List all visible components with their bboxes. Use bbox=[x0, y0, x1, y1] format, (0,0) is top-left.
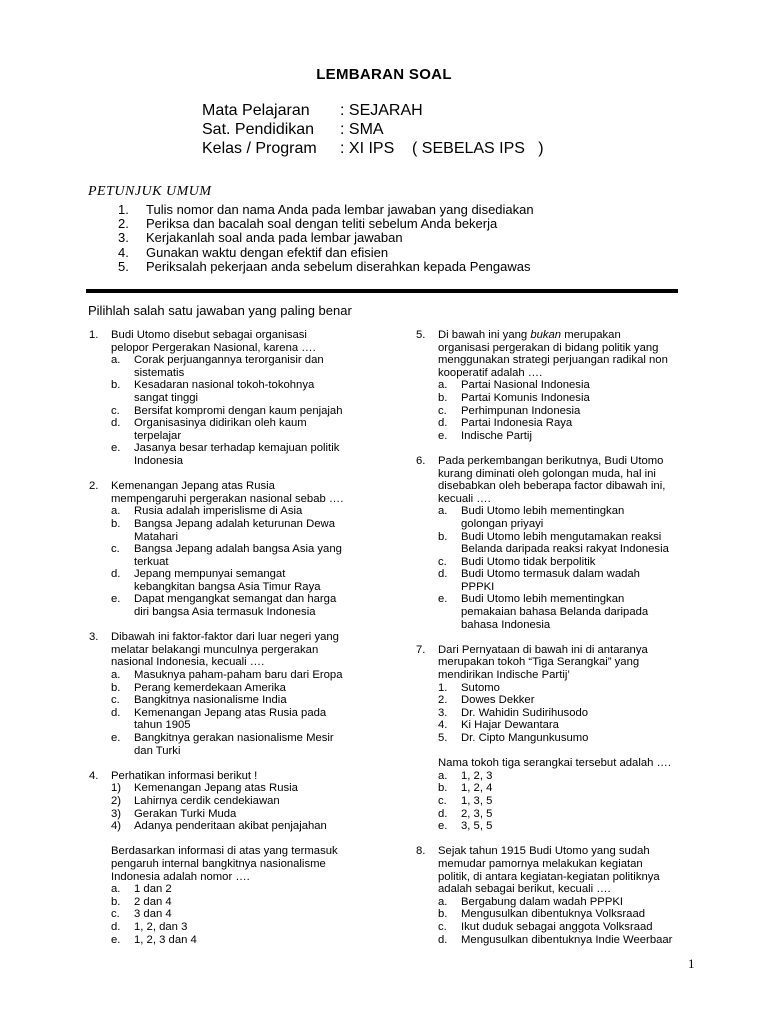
option-text: Indische Partij bbox=[461, 429, 532, 442]
option-text: 1 dan 2 bbox=[134, 883, 172, 896]
option bbox=[111, 921, 389, 934]
question-body bbox=[438, 329, 706, 442]
question-1 bbox=[89, 329, 389, 468]
question-text bbox=[438, 329, 706, 379]
figure-item bbox=[438, 682, 706, 695]
option bbox=[111, 669, 389, 682]
figure-item bbox=[438, 719, 706, 732]
option bbox=[438, 392, 706, 405]
option bbox=[438, 808, 706, 821]
question-3 bbox=[89, 631, 389, 757]
question-body bbox=[438, 644, 706, 833]
question-4 bbox=[89, 770, 389, 946]
figure-name: Sutomo bbox=[461, 681, 500, 694]
option-text: Bangsa Jepang adalah keturunan Dewa Matahari bbox=[134, 517, 335, 543]
option bbox=[111, 379, 389, 404]
option-text: Kesadaran nasional tokoh-tokohnya sangat tinggi bbox=[134, 379, 315, 404]
option-text: Bergabung dalam wadah PPPKI bbox=[461, 895, 624, 908]
option bbox=[111, 732, 389, 757]
question-number: 8. bbox=[416, 845, 426, 858]
question-followup: Berdasarkan informasi di atas yang termasuk pengaruh internal bangkitnya nasionalisme Indonesia adalah nomor …. bbox=[111, 845, 338, 883]
question-number: 7. bbox=[416, 643, 426, 656]
question-text: Dibawah ini faktor-faktor dari luar negeri yang melatar belakangi munculnya pergerakan nasional Indonesia, kecuali …. bbox=[111, 631, 339, 669]
option bbox=[111, 883, 389, 896]
info-text: Kemenangan Jepang atas Rusia bbox=[134, 782, 298, 795]
option-letter: d. bbox=[438, 933, 448, 946]
school-level-value: : SMA bbox=[340, 121, 384, 138]
option-letter: b. bbox=[111, 895, 121, 908]
option-text: Budi Utomo lebih mementingkan golongan priyayi bbox=[461, 505, 625, 530]
instruction-text: Tulis nomor dan nama Anda pada lembar jawaban yang disediakan bbox=[146, 202, 534, 217]
option-text: 1, 2, dan 3 bbox=[134, 920, 188, 933]
option-letter: e. bbox=[111, 933, 121, 946]
question-text-start: Di bawah ini yang bbox=[438, 329, 531, 341]
question-5 bbox=[416, 329, 706, 442]
option-text: Budi Utomo lebih mengutamakan reaksi Belanda daripada reaksi rakyat Indonesia bbox=[461, 530, 669, 556]
option-letter: e. bbox=[111, 732, 121, 744]
subject-info bbox=[202, 101, 544, 158]
question-body bbox=[438, 845, 706, 946]
option-letter: b. bbox=[111, 681, 121, 694]
option-text: Partai Komunis Indonesia bbox=[461, 391, 590, 404]
option bbox=[111, 543, 389, 568]
option-letter: a. bbox=[438, 379, 448, 392]
option-text: Jepang mempunyai semangat kebangkitan bangsa Asia Timur Raya bbox=[134, 568, 321, 593]
multiple-choice-instruction: Pilihlah salah satu jawaban yang paling benar bbox=[88, 303, 352, 318]
option bbox=[111, 442, 389, 467]
subject-value: : SEJARAH bbox=[340, 102, 423, 119]
option-text: 1, 3, 5 bbox=[461, 794, 493, 807]
option-letter: a. bbox=[111, 505, 121, 518]
option bbox=[111, 354, 389, 379]
page-number: 1 bbox=[688, 956, 695, 971]
instruction-number: 3. bbox=[118, 230, 129, 246]
question-body bbox=[111, 631, 389, 757]
option bbox=[438, 593, 706, 631]
option-letter: d. bbox=[438, 417, 448, 430]
option-text: 2, 3, 5 bbox=[461, 807, 493, 820]
option-text: Jasanya besar terhadap kemajuan politik Indonesia bbox=[134, 442, 340, 467]
option-letter: c. bbox=[438, 920, 447, 933]
option bbox=[111, 593, 389, 618]
option bbox=[438, 820, 706, 833]
school-level-label: Sat. Pendidikan bbox=[202, 121, 315, 138]
question-text: Kemenangan Jepang atas Rusia mempengaruhi pergerakan nasional sebab …. bbox=[111, 480, 344, 505]
question-body bbox=[111, 770, 389, 946]
figure-name: Dr. Wahidin Sudirihusodo bbox=[461, 706, 589, 719]
info-item bbox=[111, 782, 389, 795]
option-text: Kemenangan Jepang atas Rusia pada tahun 1905 bbox=[134, 706, 327, 732]
option bbox=[438, 531, 706, 556]
instruction-item bbox=[118, 217, 534, 231]
option-letter: b. bbox=[438, 530, 448, 543]
option-text: Dapat mengangkat semangat dan harga diri bangsa Asia termasuk Indonesia bbox=[134, 593, 337, 619]
question-number: 6. bbox=[416, 454, 426, 467]
subject-row bbox=[202, 101, 544, 120]
figure-number: 3. bbox=[438, 706, 448, 719]
option-letter: b. bbox=[111, 379, 121, 392]
option bbox=[111, 417, 389, 442]
info-number: 1) bbox=[111, 782, 122, 795]
option-text: 1, 2, 3 dan 4 bbox=[134, 933, 197, 946]
option-letter: a. bbox=[438, 769, 448, 782]
question-8 bbox=[416, 845, 706, 946]
info-text: Lahirnya cerdik cendekiawan bbox=[134, 794, 280, 807]
option bbox=[438, 430, 706, 443]
option bbox=[438, 379, 706, 392]
option-letter: c. bbox=[111, 908, 120, 921]
option-letter: c. bbox=[438, 794, 447, 807]
question-text: Sejak tahun 1915 Budi Utomo yang sudah memudar pamornya melakukan kegiatan politik, di antara kegiatan-kegiatan politiknya adalah sebagai berikut, kecuali …. bbox=[438, 845, 660, 896]
question-number: 2. bbox=[89, 480, 99, 493]
option bbox=[111, 896, 389, 909]
info-number: 3) bbox=[111, 807, 122, 820]
figure-number: 4. bbox=[438, 719, 448, 732]
questions-left-column bbox=[89, 329, 389, 959]
question-keyword: bukan bbox=[530, 329, 562, 341]
figure-number: 5. bbox=[438, 732, 448, 744]
option bbox=[111, 405, 389, 418]
class-program-row bbox=[202, 139, 544, 158]
question-7 bbox=[416, 644, 706, 833]
option-letter: d. bbox=[438, 568, 448, 581]
option bbox=[438, 568, 706, 593]
instruction-item bbox=[118, 231, 534, 245]
option-letter: a. bbox=[111, 354, 121, 367]
option-text: Masuknya paham-paham baru dari Eropa bbox=[134, 669, 343, 682]
section-divider bbox=[86, 289, 678, 293]
figure-number: 2. bbox=[438, 694, 448, 707]
instruction-item bbox=[118, 260, 534, 274]
question-text: Pada perkembangan berikutnya, Budi Utomo kurang diminati oleh golongan muda, hal ini disebabkan oleh beberapa factor dibawah ini, kecuali …. bbox=[438, 454, 666, 505]
instruction-item bbox=[118, 246, 534, 260]
option-text: Budi Utomo lebih mementingkan pemakaian bahasa Belanda daripada bahasa Indonesia bbox=[461, 593, 649, 631]
option-letter: b. bbox=[111, 517, 121, 530]
info-number: 2) bbox=[111, 794, 122, 807]
option bbox=[111, 934, 389, 947]
question-2 bbox=[89, 480, 389, 619]
question-body bbox=[438, 455, 706, 631]
option-letter: e. bbox=[438, 429, 448, 442]
info-item bbox=[111, 795, 389, 808]
figure-number: 1. bbox=[438, 681, 448, 694]
instruction-text: Kerjakanlah soal anda pada lembar jawaban bbox=[146, 230, 403, 246]
option-letter: d. bbox=[111, 568, 121, 581]
instruction-text: Periksalah pekerjaan anda sebelum diserahkan kepada Pengawas bbox=[146, 258, 531, 274]
question-text: Dari Pernyataan di bawah ini di antaranya merupakan tokoh “Tiga Serangkai” yang mendirikan Indische Partij’ bbox=[438, 643, 648, 682]
instruction-text: Periksa dan bacalah soal dengan teliti sebelum Anda bekerja bbox=[146, 216, 498, 232]
subject-label: Mata Pelajaran bbox=[202, 102, 310, 119]
question-text: Budi Utomo disebut sebagai organisasi pelopor Pergerakan Nasional, karena …. bbox=[111, 329, 316, 354]
general-instructions-list bbox=[118, 203, 534, 274]
option-letter: e. bbox=[111, 442, 121, 455]
option bbox=[438, 896, 706, 909]
option-letter: b. bbox=[438, 908, 448, 921]
option-letter: b. bbox=[438, 391, 448, 404]
instruction-number: 1. bbox=[118, 202, 129, 217]
option-letter: c. bbox=[111, 694, 120, 707]
option bbox=[438, 921, 706, 934]
option-text: Budi Utomo termasuk dalam wadah PPPKI bbox=[461, 568, 640, 593]
option bbox=[111, 908, 389, 921]
option-letter: a. bbox=[111, 669, 121, 682]
option-letter: d. bbox=[111, 706, 121, 719]
option-text: Perhimpunan Indonesia bbox=[461, 404, 581, 417]
option bbox=[438, 770, 706, 783]
question-text-end: merupakan organisasi pergerakan di bidang politik yang menggunakan strategi perjuangan radikal non kooperatif adalah …. bbox=[438, 329, 668, 379]
option-text: Ikut duduk sebagai anggota Volksraad bbox=[461, 920, 653, 933]
question-text: Perhatikan informasi berikut ! bbox=[111, 769, 258, 782]
instruction-text: Gunakan waktu dengan efektif dan efisien bbox=[146, 244, 389, 260]
option-text: Corak perjuangannya terorganisir dan sistematis bbox=[134, 354, 324, 379]
option bbox=[111, 568, 389, 593]
school-level-row bbox=[202, 120, 544, 139]
question-number: 1. bbox=[89, 329, 99, 341]
class-program-value: : XI IPS ( SEBELAS IPS ) bbox=[340, 140, 544, 157]
option bbox=[111, 694, 389, 707]
option bbox=[111, 707, 389, 732]
figure-item bbox=[438, 732, 706, 745]
figure-name: Dowes Dekker bbox=[461, 694, 535, 707]
option-text: Bangsa Jepang adalah bangsa Asia yang terkuat bbox=[134, 543, 342, 568]
option-letter: e. bbox=[111, 593, 121, 606]
option bbox=[438, 505, 706, 530]
info-item bbox=[111, 820, 389, 833]
option-text: Perang kemerdekaan Amerika bbox=[134, 681, 286, 694]
option-letter: c. bbox=[438, 555, 447, 568]
class-program-label: Kelas / Program bbox=[202, 140, 317, 157]
option-letter: e. bbox=[438, 593, 448, 606]
instruction-number: 2. bbox=[118, 216, 129, 232]
info-number: 4) bbox=[111, 820, 122, 833]
option bbox=[438, 405, 706, 418]
option-text: Mengusulkan dibentuknya Indie Weerbaar bbox=[461, 933, 673, 946]
info-text: Gerakan Turki Muda bbox=[134, 807, 237, 820]
instruction-item bbox=[118, 203, 534, 217]
option-text: Bangkitnya gerakan nasionalisme Mesir dan Turki bbox=[134, 732, 334, 757]
question-6 bbox=[416, 455, 706, 631]
option-text: 1, 2, 3 bbox=[461, 769, 493, 782]
option-text: Partai Indonesia Raya bbox=[461, 417, 573, 430]
page-title: LEMBARAN SOAL bbox=[316, 66, 452, 83]
info-text: Adanya penderitaan akibat penjajahan bbox=[134, 820, 327, 833]
question-body bbox=[111, 480, 389, 619]
option bbox=[111, 518, 389, 543]
option-text: Budi Utomo tidak berpolitik bbox=[461, 555, 596, 568]
option-text: Bersifat kompromi dengan kaum penjajah bbox=[134, 404, 343, 417]
figure-name: Ki Hajar Dewantara bbox=[461, 719, 559, 732]
option-letter: a. bbox=[438, 895, 448, 908]
option bbox=[438, 782, 706, 795]
option bbox=[438, 417, 706, 430]
instruction-number: 5. bbox=[118, 258, 129, 274]
option bbox=[438, 908, 706, 921]
question-number: 3. bbox=[89, 631, 99, 644]
question-number: 5. bbox=[416, 329, 426, 341]
option-letter: c. bbox=[111, 543, 120, 556]
option-text: Rusia adalah imperislisme di Asia bbox=[134, 505, 303, 518]
option-text: 3 dan 4 bbox=[134, 908, 172, 921]
figure-name: Dr. Cipto Mangunkusumo bbox=[461, 732, 589, 744]
question-number: 4. bbox=[89, 769, 99, 782]
general-instructions-title: PETUNJUK UMUM bbox=[88, 184, 212, 199]
option-letter: c. bbox=[111, 404, 120, 417]
questions-right-column bbox=[416, 329, 706, 959]
option bbox=[438, 556, 706, 569]
option-text: 1, 2, 4 bbox=[461, 782, 493, 795]
instruction-number: 4. bbox=[118, 244, 129, 260]
option-letter: c. bbox=[438, 404, 447, 417]
option bbox=[111, 682, 389, 695]
option-text: Mengusulkan dibentuknya Volksraad bbox=[461, 908, 646, 921]
question-followup: Nama tokoh tiga serangkai tersebut adalah …. bbox=[438, 757, 671, 770]
figure-item bbox=[438, 707, 706, 720]
option bbox=[111, 505, 389, 518]
option-letter: b. bbox=[438, 782, 448, 795]
option-text: Partai Nasional Indonesia bbox=[461, 379, 590, 392]
question-body bbox=[111, 329, 389, 468]
option-letter: e. bbox=[438, 820, 448, 833]
option-letter: d. bbox=[438, 807, 448, 820]
option-letter: d. bbox=[111, 417, 121, 430]
option-text: 2 dan 4 bbox=[134, 895, 172, 908]
option-text: Bangkitnya nasionalisme India bbox=[134, 694, 287, 707]
option-letter: a. bbox=[438, 505, 448, 518]
option-text: Organisasinya didirikan oleh kaum terpelajar bbox=[134, 417, 307, 442]
option-letter: a. bbox=[111, 883, 121, 896]
option bbox=[438, 795, 706, 808]
info-item bbox=[111, 808, 389, 821]
option bbox=[438, 934, 706, 947]
option-text: 3, 5, 5 bbox=[461, 820, 493, 833]
option-letter: d. bbox=[111, 920, 121, 933]
figure-item bbox=[438, 694, 706, 707]
